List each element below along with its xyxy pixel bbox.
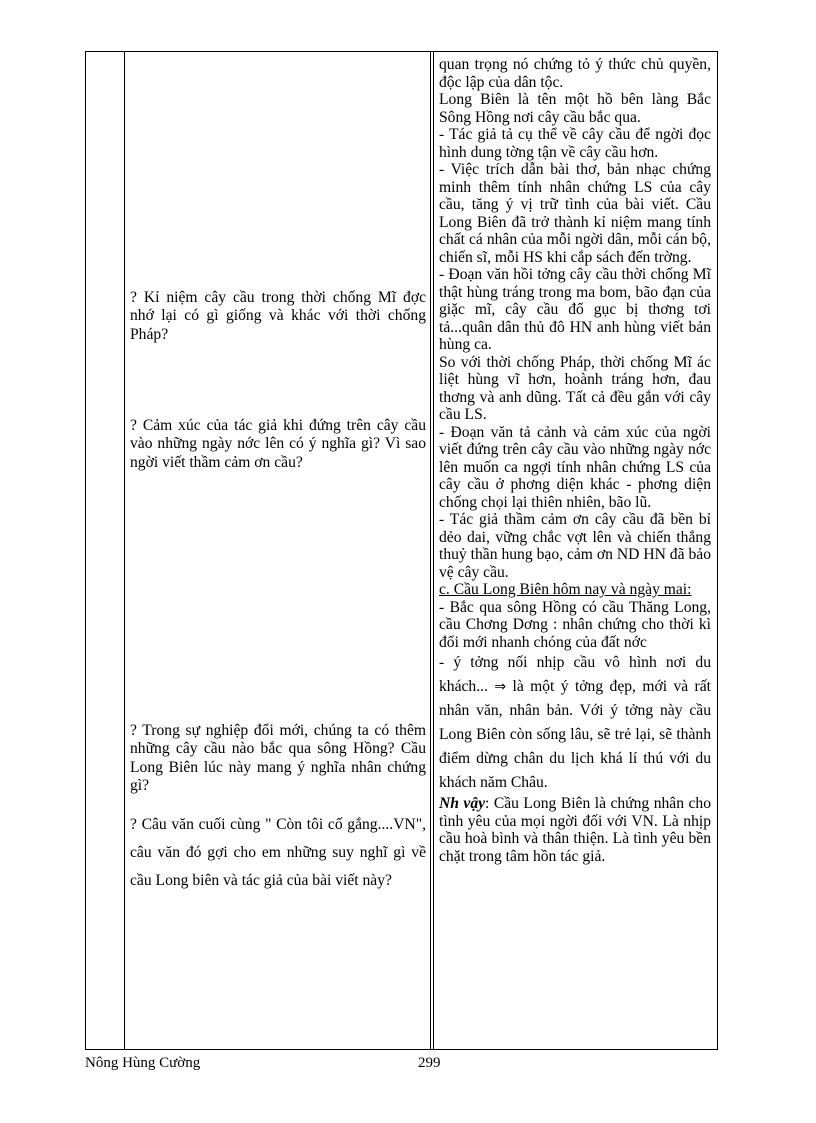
answer-paragraph — [439, 651, 711, 795]
answer-text: : Cầu Long Biên là chứng nhân cho tình yêu của mọi ngời đối với VN. Là nhịp cầu hoà bình và thân thiện. Là tình yêu bền chặt trong tâm hồn tác giả. — [439, 795, 711, 865]
page-number: 299 — [418, 1055, 441, 1071]
column-divider-3 — [433, 52, 434, 1049]
footer-author: Nông Hùng Cường — [85, 1055, 201, 1071]
answer-paragraph: - Tác giả thầm cảm ơn cây cầu đã bền bỉ dẻo dai, vững chắc vợt lên và chiến thắng thuỷ thần hung bạo, cảm ơn ND HN đã bảo vệ cây cầu. — [439, 511, 711, 581]
answer-text: là một ý tởng đẹp, mới và rất nhân văn, nhân bản. Với ý tởng này cầu Long Biên còn sống lâu, sẽ trẻ lại, sẽ thành điểm dừng chân du lịch khá lí thú với du khách năm Châu. — [439, 678, 712, 791]
conclusion-label: Nh vậy — [439, 795, 486, 812]
question-2: ? Cảm xúc của tác giả khi đứng trên cây cầu vào những ngày nớc lên có ý nghĩa gì? Vì sao ngời viết thầm cảm ơn cầu? — [130, 417, 426, 471]
answer-paragraph: quan trọng nó chứng tỏ ý thức chủ quyền, độc lập của dân tộc. — [439, 56, 711, 91]
section-heading: c. Cầu Long Biên hôm nay và ngày mai: — [439, 581, 692, 598]
answer-paragraph — [439, 795, 711, 865]
answer-paragraph: - Đoạn văn tả cảnh và cảm xúc của ngời viết đứng trên cây cầu vào những ngày nớc lên muốn ca ngợi tính nhân chứng LS của cây cầu ở phơng diện khác - phơng diện chống chọi lại thiên nhiên, bão lũ. — [439, 423, 711, 511]
question-3: ? Trong sự nghiệp đổi mới, chúng ta có thêm những cây cầu nào bắc qua sông Hồng? Cầu Long Biên lúc này mang ý nghĩa nhân chứng gì? — [130, 722, 426, 794]
column-divider-2 — [430, 52, 431, 1049]
answer-text: - ý tởng nối nhịp cầu vô hình nơi du khách... — [439, 654, 711, 695]
answer-paragraph: - Đoạn văn hồi tởng cây cầu thời chống Mĩ thật hùng tráng trong ma bom, bão đạn của giặc mĩ, cây cầu đổ gục bị thơng tơi tả...quân dân thủ đô HN anh hùng viết bản hùng ca. — [439, 266, 711, 353]
column-divider-1 — [124, 52, 125, 1049]
answer-paragraph: - Bắc qua sông Hồng có cầu Thăng Long, cầu Chơng Dơng : nhân chứng cho thời kì đổi mới nhanh chóng của đất nớc — [439, 598, 711, 651]
answer-paragraph: So với thời chống Pháp, thời chống Mĩ ác liệt hùng vĩ hơn, hoành tráng hơn, đau thơng và anh dũng. Tất cả đều gắn với cây cầu LS. — [439, 353, 711, 423]
answer-paragraph: - Việc trích dẫn bài thơ, bản nhạc chứng minh thêm tính nhân chứng LS của cây cầu, tăng ý vị trữ tình của bài viết. Cầu Long Biên đã trở thành kỉ niệm mang tính chất cá nhân của mỗi ngời dân, mỗi cán bộ, chiến sĩ, mỗi HS khi cắp sách đến trờng. — [439, 161, 711, 266]
answer-paragraph: Long Biên là tên một hồ bên làng Bắc Sông Hồng nơi cây cầu bắc qua. — [439, 91, 711, 126]
question-4: ? Câu văn cuối cùng " Còn tôi cố gắng....VN", câu văn đó gợi cho em những suy nghĩ gì về cầu Long biên và tác giả của bài viết này? — [130, 816, 426, 889]
question-1: ? Kỉ niệm cây cầu trong thời chống Mĩ đợc nhớ lại có gì giống và khác với thời chống Pháp? — [130, 289, 426, 343]
answers-column — [439, 56, 711, 865]
double-arrow-icon: ⇒ — [494, 679, 507, 695]
answer-paragraph: - Tác giả tả cụ thể về cây cầu để ngời đọc hình dung tờng tận về cây cầu hơn. — [439, 126, 711, 161]
